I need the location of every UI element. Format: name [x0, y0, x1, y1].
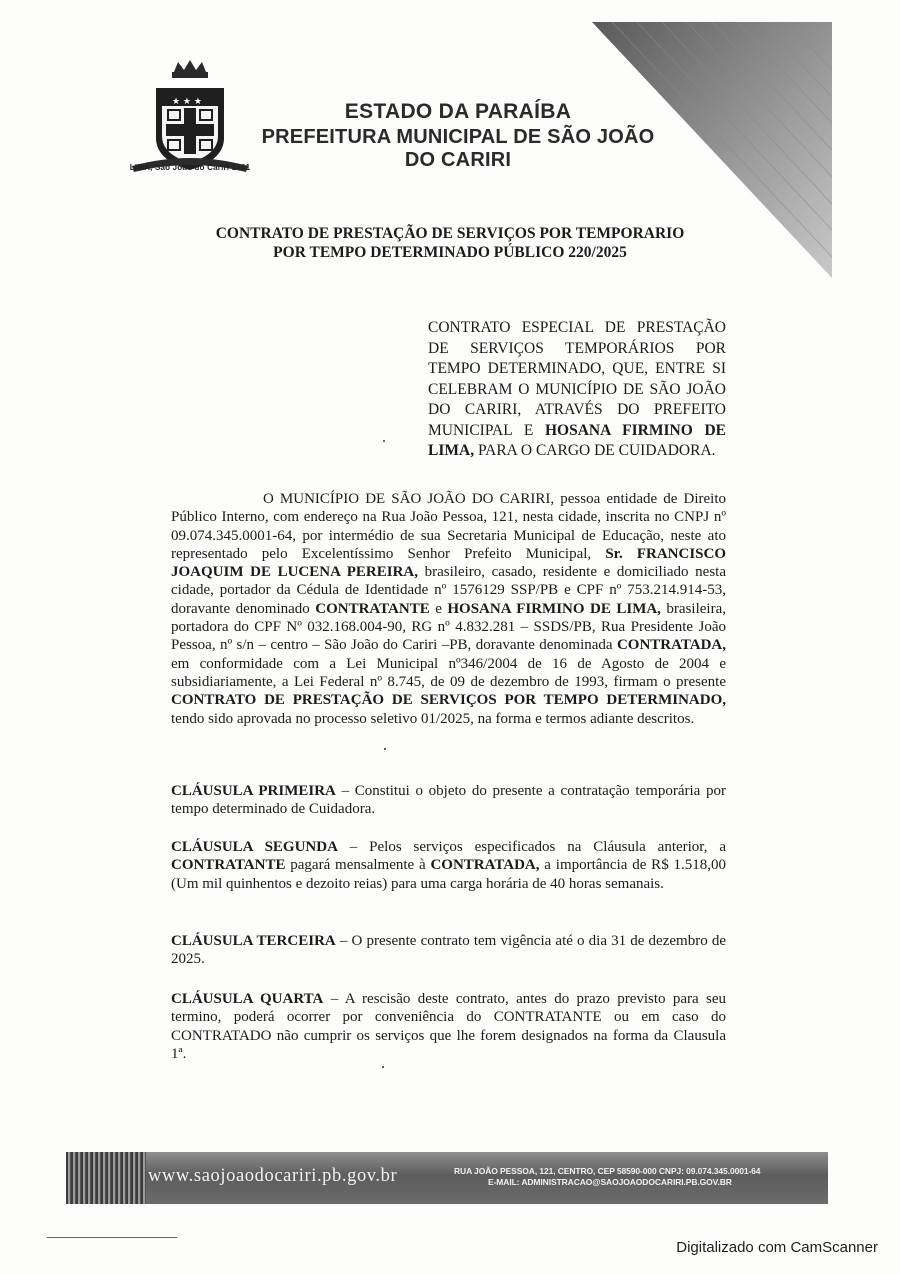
city-hall-name: PREFEITURA MUNICIPAL DE SÃO JOÃO DO CARIRI	[261, 126, 655, 171]
contract-title-line2: POR TEMPO DETERMINADO PÚBLICO 220/2025	[273, 244, 627, 261]
summary-contractor-name: HOSANA FIRMINO DE LIMA,	[428, 421, 726, 459]
clause-fourth-text: – A rescisão deste contrato, antes do prazo previsto para seu termino, poderá ocorrer por conveniência do CONTRATANTE ou em caso do CONTRATADO não cumprir os serviços que lhe forem designados na forma da Clausula 1ª.	[171, 991, 726, 1062]
speck	[383, 440, 385, 442]
clause-second-text: a importância de R$ 1.518,00 (Um mil quinhentos e dezoito reias) para uma carga horária de 40 horas semanais.	[171, 857, 726, 892]
contractor-name: HOSANA FIRMINO DE LIMA,	[447, 600, 661, 617]
letterhead	[248, 100, 668, 172]
footer-website: www.saojoaodocariri.pb.gov.br	[148, 1166, 398, 1186]
speck	[384, 748, 386, 750]
clause-first-label: CLÁUSULA PRIMEIRA	[171, 783, 336, 799]
footer-barcode-pattern	[66, 1152, 146, 1204]
svg-text:★ ★ ★: ★ ★ ★	[172, 97, 202, 107]
preamble-text: tendo sido aprovada no processo seletivo 01/2025, na forma e termos adiante descritos.	[171, 710, 695, 727]
footer-email: E-MAIL: ADMINISTRACAO@SAOJOAODOCARIRI.PB.GOV.BR	[488, 1177, 732, 1187]
contract-type-label: CONTRATO DE PRESTAÇÃO DE SERVIÇOS POR TEMPO DETERMINADO,	[171, 692, 726, 709]
clause-second-text: – Pelos serviços especificados na Cláusula anterior, a	[337, 839, 726, 855]
letterhead-footer	[66, 1152, 828, 1204]
footer-contact	[454, 1166, 824, 1188]
state-name: ESTADO DA PARAÍBA	[344, 100, 572, 123]
scanner-watermark: Digitalizado com CamScanner	[676, 1239, 878, 1256]
clause-third	[171, 932, 726, 969]
summary-text-b: PARA O CARGO DE CUIDADORA.	[474, 442, 716, 459]
speck	[382, 1066, 384, 1068]
clause-third-text: – O presente contrato tem vigência até o dia 31 de dezembro de 2025.	[171, 933, 726, 968]
clause-second-label: CLÁUSULA SEGUNDA	[171, 839, 338, 855]
clause-fourth-label: CLÁUSULA QUARTA	[171, 991, 324, 1007]
summary-text-a: CONTRATO ESPECIAL DE PRESTAÇÃO DE SERVIÇOS TEMPORÁRIOS POR TEMPO DETERMINADO, QUE, ENTRE SI CELEBRAM O MUNICÍPIO DE SÃO JOÃO DO CARIRI, ATRAVÉS DO PREFEITO MUNICIPAL E	[428, 319, 726, 439]
contract-summary	[428, 318, 726, 462]
preamble-text: em conformidade com a Lei Municipal nº346/2004 de 16 de Agosto de 2004 e subsidiariamente, a Lei Federal nº 8.745, de 09 de dezembro de 1993, firmam o presente	[171, 655, 726, 690]
preamble-text: O MUNICÍPIO DE SÃO JOÃO DO CARIRI, pessoa entidade de Direito Público Interno, com endereço na Rua João Pessoa, 121, nesta cidade, inscrita no CNPJ nº 09.074.345.0001-64, por intermédio de sua Secretaria Municipal de Educação, neste ato representado pelo Excelentíssimo Senhor Prefeito Municipal,	[171, 491, 726, 562]
clause-fourth	[171, 990, 726, 1063]
contratada-label: CONTRATADA,	[616, 637, 726, 654]
mayor-name: Sr. FRANCISCO JOAQUIM DE LUCENA PEREIRA,	[171, 545, 727, 581]
preamble-text: e	[429, 600, 448, 617]
crest-motto: LIMA, São João do Cariri 1801	[129, 163, 251, 172]
contract-title-line1: CONTRATO DE PRESTAÇÃO DE SERVIÇOS POR TEMPORARIO	[215, 225, 685, 242]
clause-second	[171, 838, 726, 893]
clause-second-text: pagará mensalmente à	[285, 857, 431, 874]
contratada-label: CONTRATADA,	[430, 857, 540, 874]
preamble-paragraph	[171, 490, 726, 728]
contract-title	[170, 224, 730, 262]
footer-address: RUA JOÃO PESSOA, 121, CENTRO, CEP 58590-000 CNPJ: 09.074.345.0001-64	[454, 1166, 761, 1176]
preamble-text: brasileiro, casado, residente e domiciliado nesta cidade, portador da Cédula de Identidade nº 1576129 SSP/PB e CPF nº 753.214.914-53, doravante denominado	[171, 564, 726, 617]
preamble-text: brasileira, portadora do CPF Nº 032.168.004-90, RG nº 4.832.281 – SSDS/PB, Rua Presidente João Pessoa, nº s/n – centro – São João do Cariri –PB, doravante denominada	[171, 600, 726, 654]
contratante-label: CONTRATANTE	[315, 600, 430, 617]
clause-third-label: CLÁUSULA TERCEIRA	[171, 933, 336, 949]
clause-first	[171, 782, 726, 819]
clause-first-text: – Constitui o objeto do presente a contratação temporária por tempo determinado de Cuidadora.	[171, 783, 726, 818]
scan-edge-line	[47, 1237, 177, 1238]
contratante-label: CONTRATANTE	[171, 857, 286, 874]
